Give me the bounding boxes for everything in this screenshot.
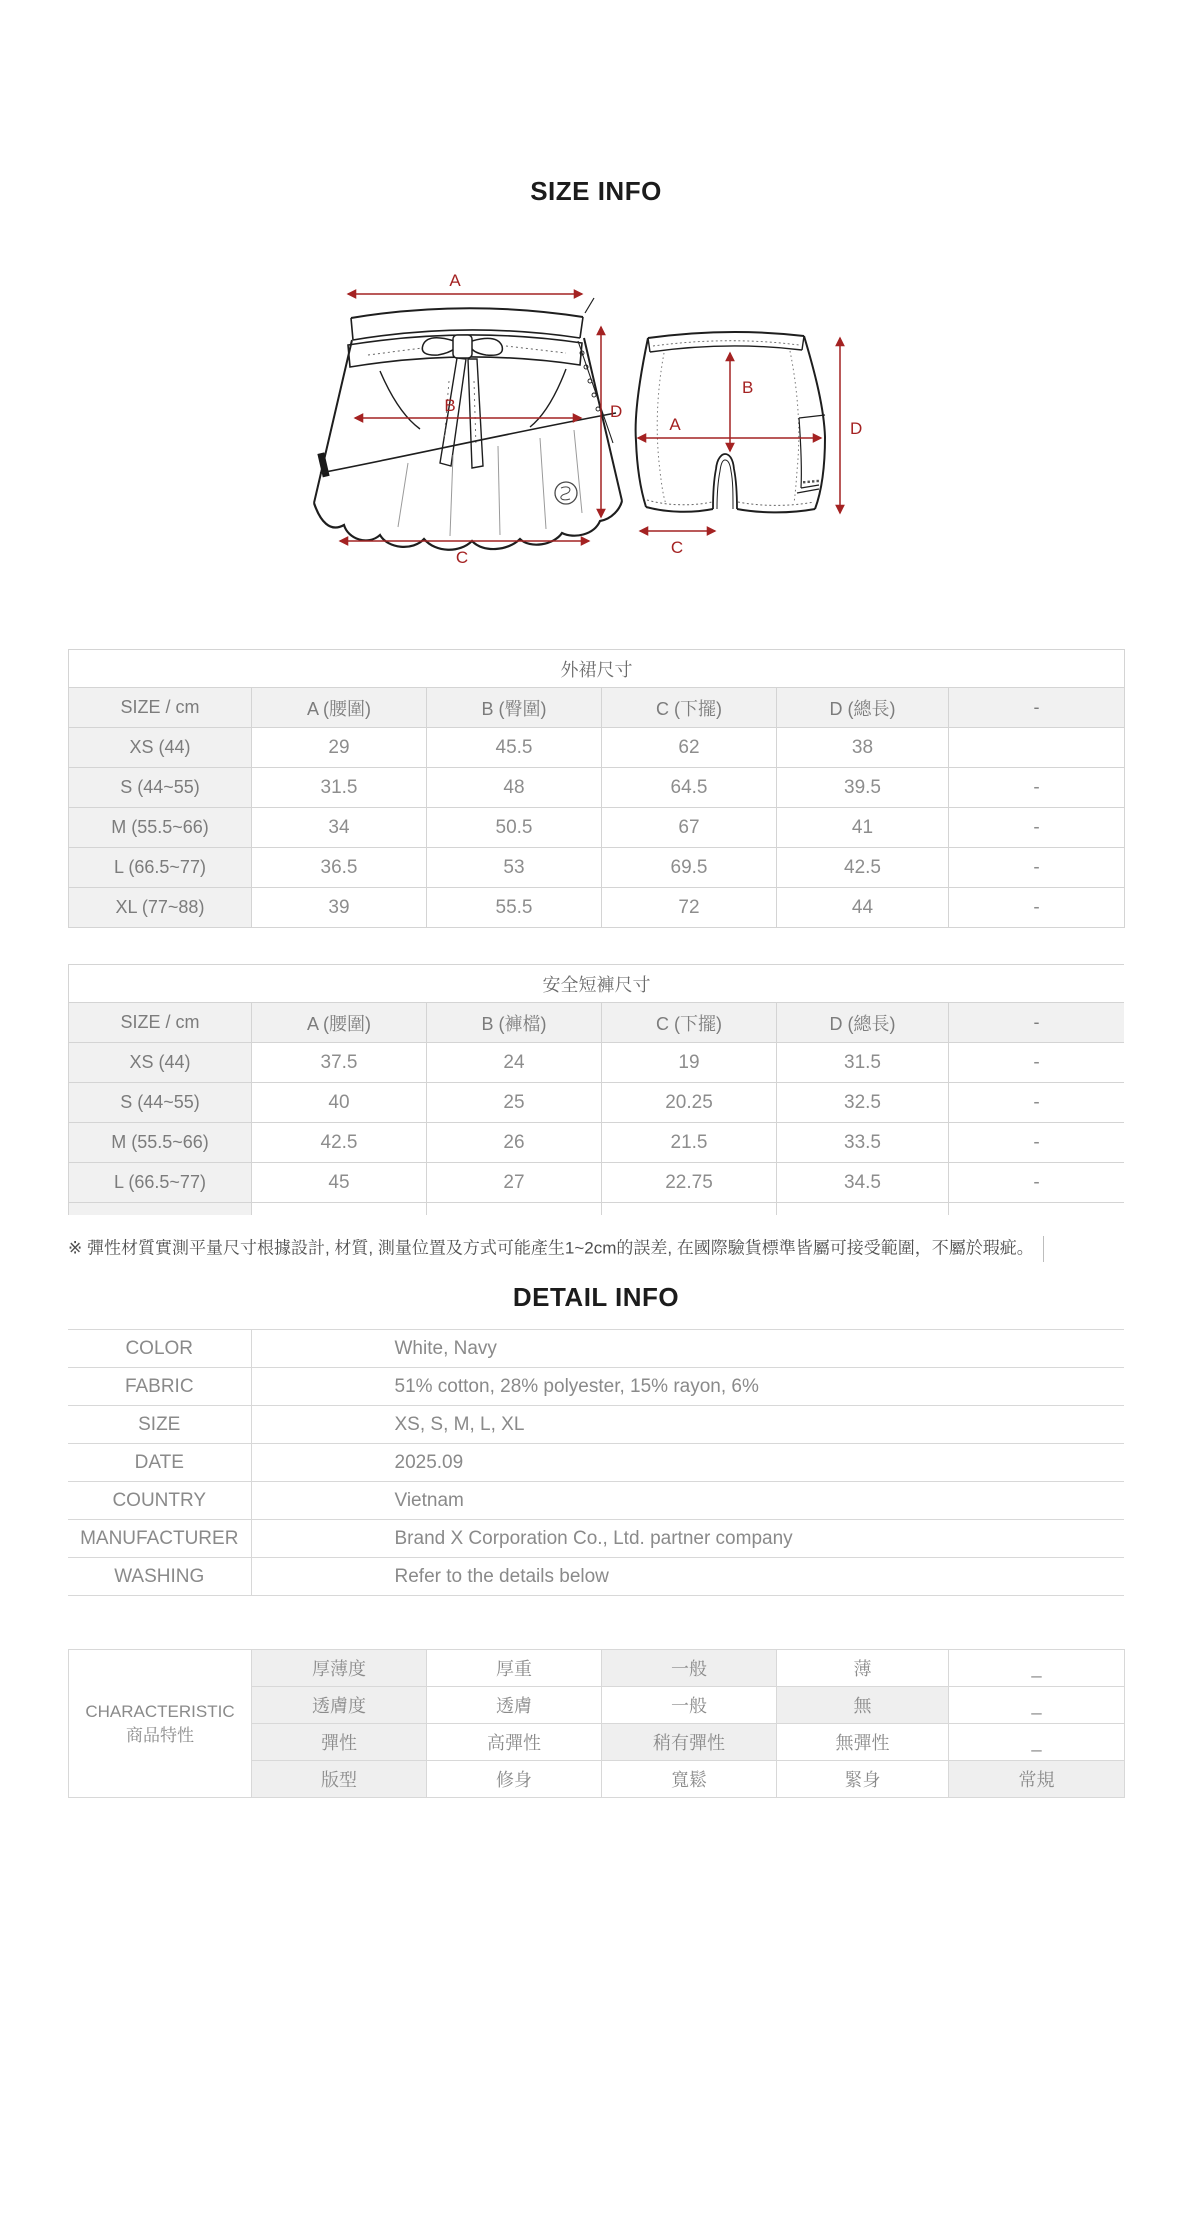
option-cell: 緊身 xyxy=(777,1761,949,1798)
size-value-cell: 22.75 xyxy=(602,1163,777,1203)
detail-value: Vietnam xyxy=(251,1482,1124,1520)
detail-label: DATE xyxy=(68,1444,251,1482)
size-value-cell: 50.5 xyxy=(427,808,602,848)
measurement-note xyxy=(68,1236,1124,1262)
note-text: ※ 彈性材質實測平量尺寸根據設計, 材質, 測量位置及方式可能產生1~2cm的誤差, 在國際驗貨標準皆屬可接受範圍，不屬於瑕疵。 xyxy=(68,1238,1034,1258)
row-label-cell: XS (44) xyxy=(69,728,252,768)
size-value-cell: 42.5 xyxy=(777,848,949,888)
row-label-cell: XL (77~88) xyxy=(69,888,252,928)
size-value-cell: - xyxy=(949,768,1125,808)
col-header: A (腰圍) xyxy=(252,688,427,728)
option-cell: 無彈性 xyxy=(777,1724,949,1761)
row-label-cell: L (66.5~77) xyxy=(69,1163,252,1203)
table-row xyxy=(69,848,1125,888)
skirt-size-table xyxy=(68,649,1125,928)
skirt-figure xyxy=(314,298,622,550)
option-cell: 高彈性 xyxy=(427,1724,602,1761)
detail-row xyxy=(68,1444,1124,1482)
col-header: C (下擺) xyxy=(602,1003,777,1043)
detail-row xyxy=(68,1520,1124,1558)
size-value-cell: 41 xyxy=(777,808,949,848)
characteristic-label-en: CHARACTERISTIC xyxy=(85,1701,235,1721)
row-label-cell: S (44~55) xyxy=(69,768,252,808)
size-value-cell: 45 xyxy=(252,1163,427,1203)
attribute-name-cell: 透膚度 xyxy=(252,1687,427,1724)
size-value-cell: 40 xyxy=(252,1083,427,1123)
skirt-label-a: A xyxy=(449,271,461,290)
detail-value: Refer to the details below xyxy=(251,1558,1124,1596)
row-label-cell xyxy=(69,1203,252,1216)
size-value-cell: 67 xyxy=(602,808,777,848)
skirt-table-title: 外裙尺寸 xyxy=(69,650,1125,688)
attribute-name-cell: 厚薄度 xyxy=(252,1650,427,1687)
detail-label: MANUFACTURER xyxy=(68,1520,251,1558)
size-value-cell xyxy=(949,728,1125,768)
size-info-title: SIZE INFO xyxy=(530,176,662,206)
detail-value: Brand X Corporation Co., Ltd. partner company xyxy=(251,1520,1124,1558)
table-row xyxy=(69,1043,1125,1083)
row-label-cell: M (55.5~66) xyxy=(69,808,252,848)
option-cell: _ xyxy=(949,1724,1125,1761)
size-value-cell: - xyxy=(949,1043,1125,1083)
text-cursor-artifact xyxy=(1043,1236,1044,1262)
option-cell: 一般 xyxy=(602,1687,777,1724)
size-value-cell: 24 xyxy=(427,1043,602,1083)
shorts-size-table xyxy=(68,964,1124,1215)
col-header: SIZE / cm xyxy=(69,1003,252,1043)
detail-label: WASHING xyxy=(68,1558,251,1596)
size-value-cell: 45.5 xyxy=(427,728,602,768)
col-header: SIZE / cm xyxy=(69,688,252,728)
detail-row xyxy=(68,1482,1124,1520)
col-header: D (總長) xyxy=(777,688,949,728)
shorts-table-clip xyxy=(68,964,1124,1215)
page xyxy=(0,178,1200,2239)
shorts-label-a: A xyxy=(669,415,681,434)
detail-value: 2025.09 xyxy=(251,1444,1124,1482)
size-value-cell: - xyxy=(949,848,1125,888)
detail-value: XS, S, M, L, XL xyxy=(251,1406,1124,1444)
detail-row xyxy=(68,1330,1124,1368)
row-label-cell: L (66.5~77) xyxy=(69,848,252,888)
size-value-cell xyxy=(427,1203,602,1216)
table-row xyxy=(69,808,1125,848)
detail-value: 51% cotton, 28% polyester, 15% rayon, 6% xyxy=(251,1368,1124,1406)
size-value-cell: 42.5 xyxy=(252,1123,427,1163)
skirt-measure-arrows xyxy=(340,294,601,541)
table-row xyxy=(69,728,1125,768)
detail-info-table xyxy=(68,1329,1124,1596)
table-header-row xyxy=(69,1003,1125,1043)
size-value-cell: 55.5 xyxy=(427,888,602,928)
detail-row xyxy=(68,1558,1124,1596)
size-value-cell: 38 xyxy=(777,728,949,768)
main-content xyxy=(68,178,1124,1798)
detail-row xyxy=(68,1406,1124,1444)
option-cell: 厚重 xyxy=(427,1650,602,1687)
shorts-label-d: D xyxy=(850,419,863,438)
size-value-cell: 31.5 xyxy=(252,768,427,808)
table-title-row xyxy=(69,650,1125,688)
option-cell-selected: 常規 xyxy=(949,1761,1125,1798)
size-value-cell: 44 xyxy=(777,888,949,928)
detail-label: FABRIC xyxy=(68,1368,251,1406)
size-value-cell xyxy=(602,1203,777,1216)
col-header: A (腰圍) xyxy=(252,1003,427,1043)
col-header: D (總長) xyxy=(777,1003,949,1043)
size-value-cell: 37.5 xyxy=(252,1043,427,1083)
size-value-cell: 27 xyxy=(427,1163,602,1203)
row-label-cell: XS (44) xyxy=(69,1043,252,1083)
skirt-label-c: C xyxy=(455,548,469,567)
row-label-cell: S (44~55) xyxy=(69,1083,252,1123)
characteristic-header-cell xyxy=(69,1650,252,1798)
clipped-row xyxy=(69,1203,1125,1216)
size-value-cell: 48 xyxy=(427,768,602,808)
option-cell: 寬鬆 xyxy=(602,1761,777,1798)
size-value-cell: 72 xyxy=(602,888,777,928)
option-cell: _ xyxy=(949,1687,1125,1724)
size-value-cell: 36.5 xyxy=(252,848,427,888)
table-row xyxy=(69,768,1125,808)
table-row xyxy=(69,1083,1125,1123)
attribute-name-cell: 版型 xyxy=(252,1761,427,1798)
size-value-cell: - xyxy=(949,1123,1125,1163)
size-value-cell: - xyxy=(949,808,1125,848)
size-value-cell: 34 xyxy=(252,808,427,848)
size-value-cell: 39.5 xyxy=(777,768,949,808)
size-value-cell: 29 xyxy=(252,728,427,768)
detail-info-title: DETAIL INFO xyxy=(512,1282,680,1312)
size-value-cell: 62 xyxy=(602,728,777,768)
col-header: B (褲檔) xyxy=(427,1003,602,1043)
size-value-cell: 31.5 xyxy=(777,1043,949,1083)
attribute-name-cell: 彈性 xyxy=(252,1724,427,1761)
size-value-cell: 20.25 xyxy=(602,1083,777,1123)
size-value-cell: 64.5 xyxy=(602,768,777,808)
option-cell: _ xyxy=(949,1650,1125,1687)
skirt-label-d: D xyxy=(610,402,623,421)
option-cell: 修身 xyxy=(427,1761,602,1798)
table-row xyxy=(69,1123,1125,1163)
col-header: - xyxy=(949,1003,1125,1043)
characteristic-table xyxy=(68,1649,1125,1798)
size-value-cell: 33.5 xyxy=(777,1123,949,1163)
col-header: B (臀圍) xyxy=(427,688,602,728)
detail-label: SIZE xyxy=(68,1406,251,1444)
option-cell: 薄 xyxy=(777,1650,949,1687)
detail-row xyxy=(68,1368,1124,1406)
table-title-row xyxy=(69,965,1125,1003)
size-value-cell: 39 xyxy=(252,888,427,928)
characteristic-label-zh: 商品特性 xyxy=(126,1725,194,1745)
table-row xyxy=(69,888,1125,928)
col-header: - xyxy=(949,688,1125,728)
shorts-label-b: B xyxy=(742,378,754,397)
size-value-cell: 26 xyxy=(427,1123,602,1163)
size-value-cell: - xyxy=(949,1083,1125,1123)
row-label-cell: M (55.5~66) xyxy=(69,1123,252,1163)
table-header-row xyxy=(69,688,1125,728)
shorts-table-title: 安全短褲尺寸 xyxy=(69,965,1125,1003)
size-value-cell xyxy=(777,1203,949,1216)
option-cell: 透膚 xyxy=(427,1687,602,1724)
size-value-cell xyxy=(949,1203,1125,1216)
size-value-cell: 21.5 xyxy=(602,1123,777,1163)
option-cell-selected: 一般 xyxy=(602,1650,777,1687)
skirt-label-b: B xyxy=(444,396,456,415)
size-value-cell xyxy=(252,1203,427,1216)
detail-label: COLOR xyxy=(68,1330,251,1368)
size-value-cell: - xyxy=(949,1163,1125,1203)
size-value-cell: 53 xyxy=(427,848,602,888)
detail-value: White, Navy xyxy=(251,1330,1124,1368)
size-value-cell: 69.5 xyxy=(602,848,777,888)
shorts-label-c: C xyxy=(670,538,684,557)
characteristic-row xyxy=(69,1650,1125,1687)
table-row xyxy=(69,1163,1125,1203)
option-cell-selected: 無 xyxy=(777,1687,949,1724)
size-value-cell: 19 xyxy=(602,1043,777,1083)
size-value-cell: - xyxy=(949,888,1125,928)
detail-label: COUNTRY xyxy=(68,1482,251,1520)
size-value-cell: 34.5 xyxy=(777,1163,949,1203)
size-value-cell: 32.5 xyxy=(777,1083,949,1123)
col-header: C (下擺) xyxy=(602,688,777,728)
size-value-cell: 25 xyxy=(427,1083,602,1123)
option-cell-selected: 稍有彈性 xyxy=(602,1724,777,1761)
size-diagram xyxy=(68,241,1124,571)
